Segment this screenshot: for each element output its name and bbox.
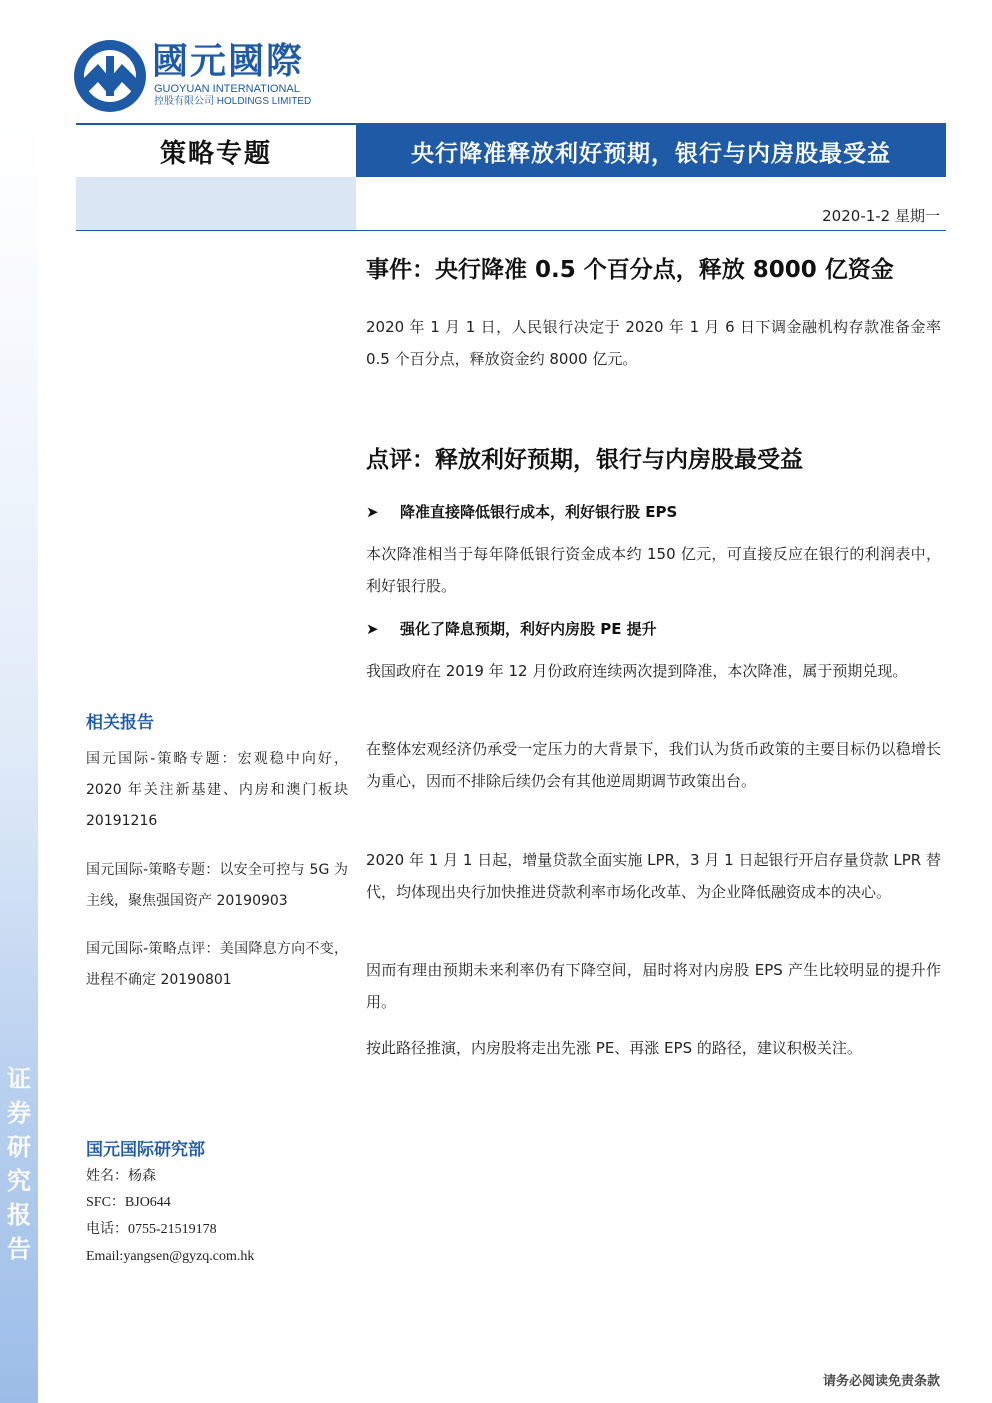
report-category: 策略专题 xyxy=(159,138,272,169)
arrow-bullet-icon: ➤ xyxy=(366,503,379,521)
paragraph-3: 2020 年 1 月 1 日起，增量贷款全面实施 LPR，3 月 1 日起银行开启存量贷款 LPR 替代，均体现出央行加快推进贷款利率市场化改革、为企业降低融资成本的决心。 xyxy=(366,851,941,901)
event-paragraph: 2020 年 1 月 1 日，人民银行决定于 2020 年 1 月 6 日下调金融机构存款准备金率 0.5 个百分点，释放资金约 8000 亿元。 xyxy=(366,318,941,368)
analyst-name: 姓名：杨森 xyxy=(86,1168,156,1184)
analyst-email: Email:yangsen@gyzq.com.hk xyxy=(86,1249,255,1264)
research-dept: 国元国际研究部 xyxy=(86,1140,205,1160)
report-date: 2020-1-2 星期一 xyxy=(822,207,940,225)
paragraph-2: 在整体宏观经济仍承受一定压力的大背景下，我们认为货币政策的主要目标仍以稳增长为重心，因而不排除后续仍会有其他逆周期调节政策出台。 xyxy=(366,740,941,790)
bullet-2-text: 强化了降息预期，利好内房股 PE 提升 xyxy=(400,620,657,638)
paragraph-1: 我国政府在 2019 年 12 月份政府连续两次提到降准，本次降准，属于预期兑现。 xyxy=(366,662,908,680)
related-report-item: 国元国际-策略专题：宏观稳中向好，2020 年关注新基建、内房和澳门板块 20191216 xyxy=(86,751,348,829)
header-light-band xyxy=(76,177,356,230)
paragraph-4: 因而有理由预期未来利率仍有下降空间，届时将对内房股 EPS 产生比较明显的提升作用。 xyxy=(366,961,941,1011)
side-vertical-label: 证 券 研 究 报 告 xyxy=(7,1064,31,1263)
paragraph-5: 按此路径推演，内房股将走出先涨 PE、再涨 EPS 的路径，建议积极关注。 xyxy=(366,1039,862,1057)
event-heading: 事件：央行降准 0.5 个百分点，释放 8000 亿资金 xyxy=(366,257,894,283)
bullet-1-text: 降准直接降低银行成本，利好银行股 EPS xyxy=(400,503,678,521)
analyst-phone: 电话：0755-21519178 xyxy=(86,1222,217,1237)
comment-heading: 点评：释放利好预期，银行与内房股最受益 xyxy=(366,447,803,473)
bullet-item-1 xyxy=(366,500,677,524)
related-reports-title: 相关报告 xyxy=(86,713,154,733)
related-report-item: 国元国际-策略点评：美国降息方向不变，进程不确定 20190801 xyxy=(86,941,348,988)
arrow-bullet-icon: ➤ xyxy=(366,620,379,638)
bullet-item-2 xyxy=(366,617,657,641)
company-logo-icon xyxy=(72,38,148,114)
company-logo-cn: 國元國際 xyxy=(152,41,305,82)
related-report-item: 国元国际-策略专题：以安全可控与 5G 为主线，聚焦强国资产 20190903 xyxy=(86,862,348,909)
header-bottom-rule xyxy=(76,230,946,231)
company-logo-en: GUOYUAN INTERNATIONAL xyxy=(154,83,300,95)
analyst-sfc: SFC：BJO644 xyxy=(86,1195,171,1210)
report-title: 央行降准释放利好预期，银行与内房股最受益 xyxy=(356,125,946,177)
bullet-1-paragraph: 本次降准相当于每年降低银行资金成本约 150 亿元，可直接反应在银行的利润表中，利好银行股。 xyxy=(366,545,941,595)
company-logo-en-sub: 控股有限公司 HOLDINGS LIMITED xyxy=(154,96,312,107)
disclaimer-note: 请务必阅读免责条款 xyxy=(822,1374,940,1389)
